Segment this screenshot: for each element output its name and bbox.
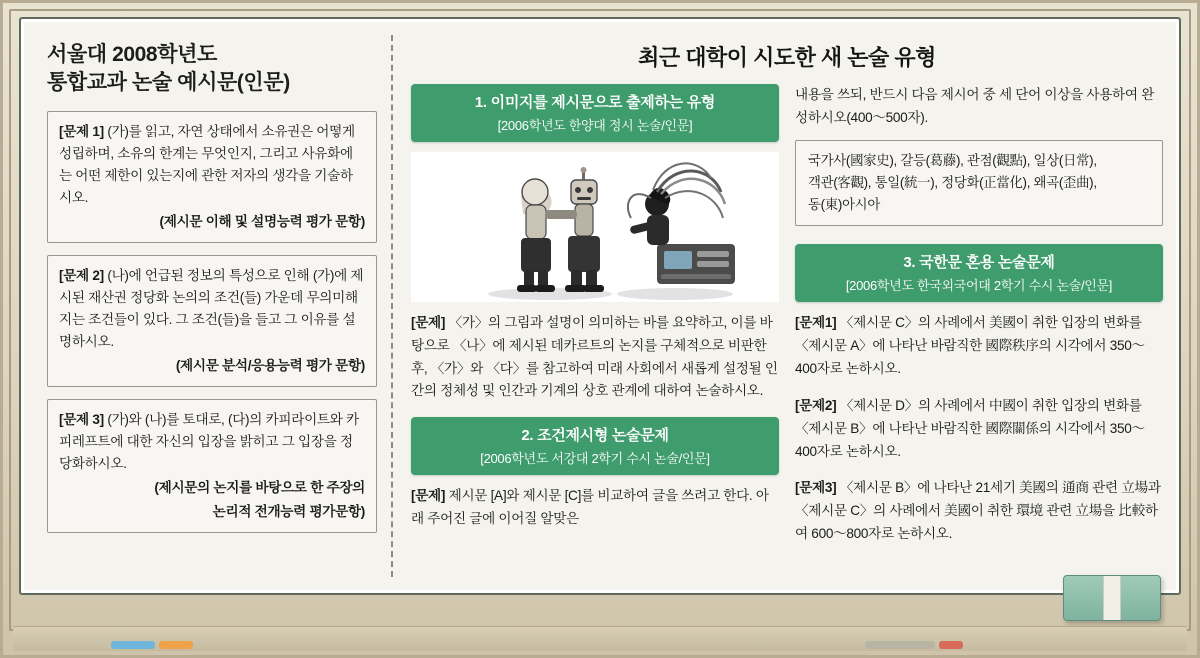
question-1-lead: [문제 1] bbox=[59, 124, 104, 140]
keyword-line-3: 동(東)아시아 bbox=[808, 197, 880, 213]
question-box-1 bbox=[47, 111, 377, 243]
section-1-body bbox=[411, 312, 779, 403]
chalk-orange bbox=[159, 641, 193, 649]
section-1-body-text: 〈가〉의 그림과 설명이 의미하는 바를 요약하고, 이를 바탕으로 〈나〉에 제시된 데카르트의 논지를 구체적으로 비판한 후, 〈가〉와 〈다〉를 참고하여 미래 사회에서 새롭게 설정될 인간의 정체성 및 인간과 기계의 상호 관계에 대하여 논술하시오. bbox=[411, 315, 778, 399]
question-2-lead: [문제 2] bbox=[59, 268, 104, 284]
left-title-line1: 서울대 2008학년도 bbox=[47, 43, 217, 66]
section-2-body-lead: [문제] bbox=[411, 488, 446, 504]
section-3-item-1-lead: [문제1] bbox=[795, 315, 837, 331]
section-3-header bbox=[795, 244, 1163, 302]
question-2-text: (나)에 언급된 정보의 특성으로 인해 (가)에 제시된 재산권 정당화 논의의 조건(들) 가운데 무의미해지는 조건들이 있다. 그 조건(들)을 들고 그 이유를 설명하시오. bbox=[59, 268, 364, 350]
right-panel bbox=[397, 25, 1169, 587]
keyword-box bbox=[795, 140, 1163, 227]
column-divider bbox=[391, 35, 393, 577]
section-3-item-3 bbox=[795, 477, 1163, 545]
section-2-body bbox=[411, 485, 779, 531]
section-3-item-3-lead: [문제3] bbox=[795, 480, 837, 496]
section-3-title: 3. 국한문 혼용 논술문제 bbox=[903, 254, 1055, 272]
question-1-note: (제시문 이해 및 설명능력 평가 문항) bbox=[159, 214, 365, 230]
section-3-item-2 bbox=[795, 395, 1163, 463]
section-3-item-2-text: 〈제시문 D〉의 사례에서 中國이 취한 입장의 변화를 〈제시문 B〉에 나타난 바람직한 國際關係의 시각에서 350～400자로 논하시오. bbox=[795, 397, 1145, 459]
section-2-body-text: 제시문 [A]와 제시문 [C]를 비교하여 글을 쓰려고 한다. 아래 주어진 글에 이어질 알맞은 bbox=[411, 488, 769, 527]
section-1-header bbox=[411, 84, 779, 142]
question-3-text: (가)와 (나)를 토대로, (다)의 카피라이트와 카피레프트에 대한 자신의 입장을 밝히고 그 입장을 정당화하시오. bbox=[59, 412, 359, 472]
question-2-note: (제시문 분석/응용능력 평가 문항) bbox=[175, 358, 365, 374]
keyword-line-2: 객관(客觀), 통일(統一), 정당화(正當化), 왜곡(歪曲), bbox=[808, 174, 1097, 190]
condition-note: 내용을 쓰되, 반드시 다음 제시어 중 세 단어 이상을 사용하여 완성하시오(400～500자). bbox=[795, 87, 1155, 125]
section-1-body-lead: [문제] bbox=[411, 315, 446, 330]
question-box-3 bbox=[47, 399, 377, 533]
left-panel bbox=[31, 25, 391, 587]
section-3-item-3-text: 〈제시문 B〉에 나타난 21세기 美國의 通商 관련 立場과 〈제시문 C〉의 사례에서 美國이 취한 環境 관련 立場을 比較하여 600～800자로 논하시오. bbox=[795, 480, 1161, 542]
right-subcolumn-2 bbox=[795, 84, 1163, 577]
section-2-header bbox=[411, 417, 779, 475]
image-prompt-illustration bbox=[411, 152, 779, 302]
left-title-line2: 통합교과 논술 예시문(인문) bbox=[47, 71, 290, 95]
question-3-note-line1: (제시문의 논지를 바탕으로 한 주장의 bbox=[154, 480, 365, 496]
section-3-source: [2006학년도 한국외국어대 2학기 수시 논술/인문] bbox=[845, 278, 1113, 294]
section-3-item-1 bbox=[795, 312, 1163, 380]
section-2-source: [2006학년도 서강대 2학기 수시 논술/인문] bbox=[480, 451, 710, 467]
chalk-blue bbox=[111, 641, 155, 649]
section-2-title: 2. 조건제시형 논술문제 bbox=[521, 427, 669, 445]
question-1-text: (가)를 읽고, 자연 상태에서 소유권은 어떻게 성립하며, 소유의 한계는 무엇인지, 그리고 사유화에는 어떤 제한이 있는지에 관한 저자의 생각을 기술하시오. bbox=[59, 124, 355, 206]
right-panel-title: 최근 대학이 시도한 새 논술 유형 bbox=[638, 45, 936, 70]
eraser bbox=[1063, 575, 1161, 621]
section-1-title: 1. 이미지를 제시문으로 출제하는 유형 bbox=[474, 94, 716, 111]
right-columns bbox=[411, 84, 1163, 577]
question-3-lead: [문제 3] bbox=[59, 412, 104, 428]
section-3-item-2-lead: [문제2] bbox=[795, 397, 837, 413]
board-surface bbox=[19, 17, 1181, 595]
section-3-item-1-text: 〈제시문 C〉의 사례에서 美國이 취한 입장의 변화를 〈제시문 A〉에 나타난 바람직한 國際秩序의 시각에서 350～400자로 논하시오. bbox=[795, 315, 1145, 377]
left-panel-title bbox=[47, 41, 377, 97]
question-3-note-line2: 논리적 전개능력 평가문항) bbox=[212, 504, 365, 520]
section-1-source: [2006학년도 한양대 정시 논술/인문] bbox=[497, 118, 693, 133]
chalk-red bbox=[939, 641, 963, 649]
right-subcolumn-1 bbox=[411, 84, 779, 577]
keyword-line-1: 국가사(國家史), 갈등(葛藤), 관점(觀點), 일상(日常), bbox=[808, 152, 1097, 168]
question-box-2 bbox=[47, 255, 377, 387]
chalk-gray bbox=[865, 641, 935, 649]
